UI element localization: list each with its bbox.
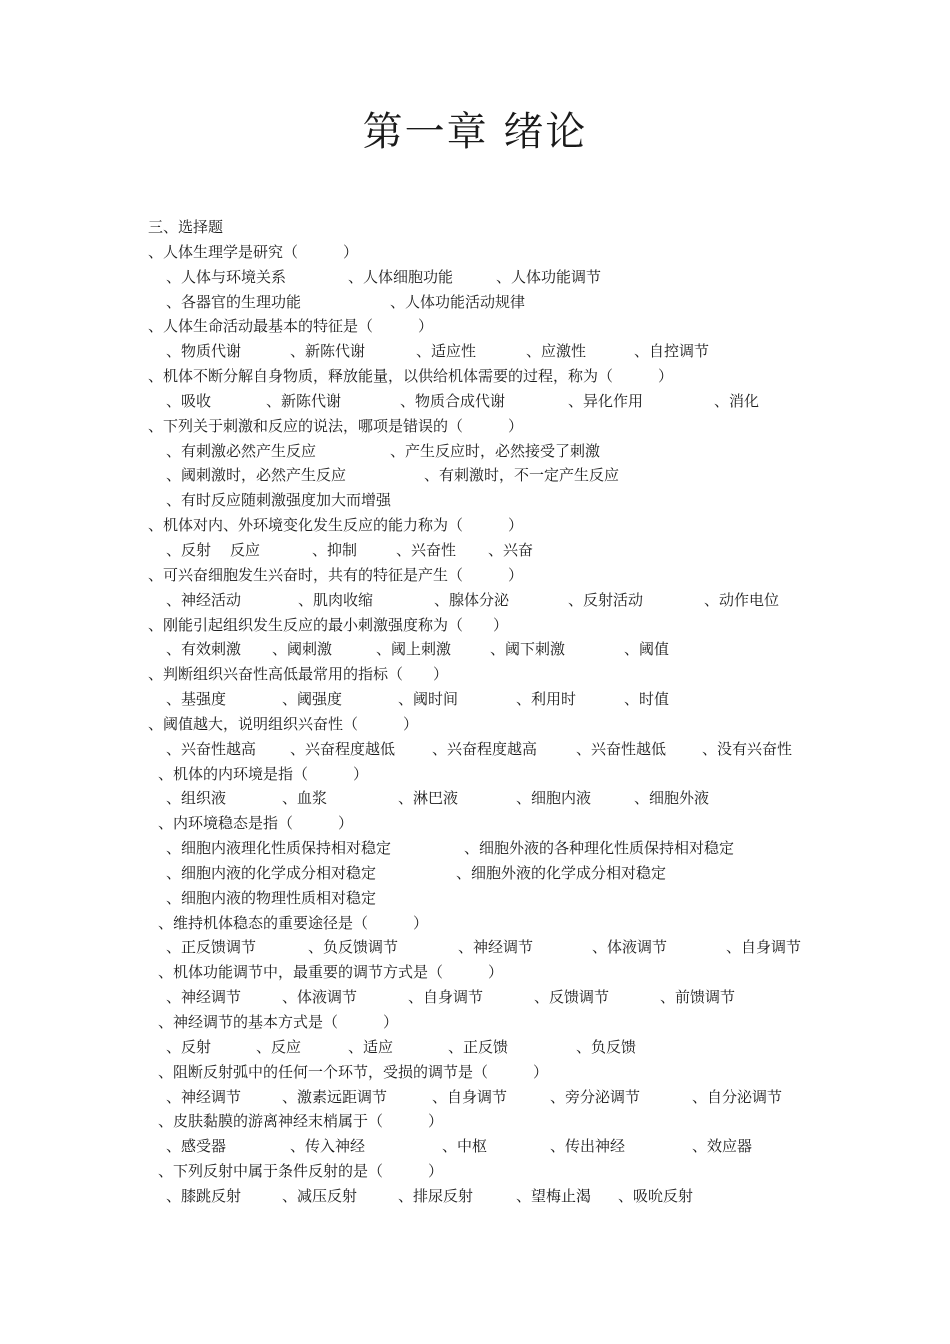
option-item: 、阈时间	[398, 690, 459, 709]
option-item: 、没有兴奋性	[702, 739, 793, 758]
question-stem: 、神经调节的基本方式是（ ）	[158, 1013, 399, 1031]
option-row	[148, 290, 838, 315]
option-row	[148, 637, 838, 662]
option-row	[148, 687, 838, 712]
option-item: 、自控调节	[634, 342, 710, 361]
option-item: 、膝跳反射	[166, 1186, 242, 1205]
option-row	[148, 439, 838, 464]
option-item: 、自分泌调节	[692, 1087, 783, 1106]
option-row	[148, 389, 838, 414]
option-item: 、神经调节	[166, 988, 242, 1007]
option-item: 、传出神经	[550, 1137, 626, 1156]
option-item: 、物质合成代谢	[400, 391, 506, 410]
option-item: 、激素远距调节	[282, 1087, 388, 1106]
option-item: 、人体与环境关系	[166, 267, 287, 286]
option-item: 、自身调节	[432, 1087, 508, 1106]
option-row	[148, 463, 838, 488]
option-item: 、利用时	[516, 690, 577, 709]
option-item: 、抑制	[312, 540, 358, 559]
option-row	[148, 488, 838, 513]
option-item: 、体液调节	[282, 988, 358, 1007]
option-item: 、反射	[166, 1037, 212, 1056]
option-item: 、淋巴液	[398, 789, 459, 808]
question-stem: 、机体功能调节中，最重要的调节方式是（ ）	[158, 963, 504, 982]
option-item: 、神经活动	[166, 590, 242, 609]
option-item: 、效应器	[692, 1137, 753, 1156]
option-item: 、适应	[348, 1037, 394, 1056]
option-item: 、神经调节	[166, 1087, 242, 1106]
option-item: 、细胞外液的化学成分相对稳定	[456, 863, 667, 882]
option-item: 、兴奋性越高	[166, 739, 257, 758]
option-item: 、阈刺激	[272, 640, 333, 659]
option-item: 、兴奋性	[396, 540, 457, 559]
option-item: 、前馈调节	[660, 988, 736, 1007]
option-item: 、新陈代谢	[290, 342, 366, 361]
option-row	[148, 737, 838, 762]
question-stem: 、阻断反射弧中的任何一个环节，受损的调节是（ ）	[158, 1062, 549, 1081]
option-item: 、有刺激必然产生反应	[166, 441, 317, 460]
option-item: 、阈值	[624, 640, 670, 659]
question-stem: 、机体对内、外环境变化发生反应的能力称为（ ）	[148, 516, 524, 535]
option-item: 、血浆	[282, 789, 328, 808]
option-item: 、新陈代谢	[266, 391, 342, 410]
option-item: 、正反馈	[448, 1037, 509, 1056]
option-item: 、肌肉收缩	[298, 590, 374, 609]
option-item: 、细胞内液的化学成分相对稳定	[166, 863, 377, 882]
option-item: 、自身调节	[726, 938, 802, 957]
option-item: 、人体功能活动规律	[390, 292, 526, 311]
option-row	[148, 935, 838, 960]
option-row	[148, 985, 838, 1010]
question-stem: 、皮肤黏膜的游离神经末梢属于（ ）	[158, 1112, 444, 1131]
option-item: 、兴奋程度越高	[432, 739, 538, 758]
option-item: 、负反馈	[576, 1037, 637, 1056]
option-item: 、细胞内液理化性质保持相对稳定	[166, 839, 392, 858]
option-item: 、阈强度	[282, 690, 343, 709]
question-stem: 、阈值越大，说明组织兴奋性（ ）	[148, 714, 419, 733]
page-title: 第一章 绪论	[362, 109, 588, 155]
option-row	[148, 861, 838, 886]
option-row	[148, 886, 838, 911]
option-row	[148, 1085, 838, 1110]
question-stem: 、内环境稳态是指（ ）	[158, 814, 354, 833]
option-item: 、应激性	[526, 342, 587, 361]
option-item: 、神经调节	[458, 938, 534, 957]
question-stem: 、人体生命活动最基本的特征是（ ）	[148, 317, 434, 336]
question-stem: 、机体不断分解自身物质，释放能量，以供给机体需要的过程，称为（ ）	[148, 367, 674, 386]
option-item: 、产生反应时，必然接受了刺激	[390, 441, 601, 460]
option-item: 、腺体分泌	[434, 590, 510, 609]
section-heading: 三、选择题	[148, 218, 224, 236]
option-row	[148, 588, 838, 613]
option-item: 、正反馈调节	[166, 938, 257, 957]
option-item: 、组织液	[166, 789, 227, 808]
option-item: 、人体细胞功能	[348, 267, 454, 286]
option-item: 、基强度	[166, 690, 227, 709]
option-item: 、排尿反射	[398, 1186, 474, 1205]
option-item: 、人体功能调节	[496, 267, 602, 286]
question-stem: 、维持机体稳态的重要途径是（ ）	[158, 913, 429, 932]
option-item: 、兴奋	[488, 540, 534, 559]
option-item: 、吸收	[166, 391, 212, 410]
question-stem: 、刚能引起组织发生反应的最小刺激强度称为（ ）	[148, 615, 509, 634]
option-item: 、吸吮反射	[618, 1186, 694, 1205]
option-item: 、细胞内液的物理性质相对稳定	[166, 888, 377, 907]
question-stem: 、下列反射中属于条件反射的是（ ）	[158, 1162, 444, 1181]
option-item: 、阈下刺激	[490, 640, 566, 659]
option-row	[148, 1035, 838, 1060]
option-item: 、有刺激时，不一定产生反应	[424, 466, 620, 485]
option-item: 、望梅止渴	[516, 1186, 592, 1205]
option-item: 、细胞内液	[516, 789, 592, 808]
option-item: 、旁分泌调节	[550, 1087, 641, 1106]
option-row	[148, 1134, 838, 1159]
question-stem: 、可兴奋细胞发生兴奋时，共有的特征是产生（ ）	[148, 565, 524, 584]
option-item: 、自身调节	[408, 988, 484, 1007]
question-list	[148, 215, 838, 1209]
option-item: 、细胞外液	[634, 789, 710, 808]
option-row	[148, 786, 838, 811]
option-item: 、异化作用	[568, 391, 644, 410]
question-stem: 、判断组织兴奋性高低最常用的指标（ ）	[148, 665, 449, 684]
option-item: 、反射活动	[568, 590, 644, 609]
option-item: 、时值	[624, 690, 670, 709]
option-item: 、减压反射	[282, 1186, 358, 1205]
option-item: 、感受器	[166, 1137, 227, 1156]
option-row	[148, 1184, 838, 1209]
option-item: 、各器官的生理功能	[166, 292, 302, 311]
question-stem: 、下列关于刺激和反应的说法，哪项是错误的（ ）	[148, 416, 524, 435]
option-item: 、反馈调节	[534, 988, 610, 1007]
option-item: 、物质代谢	[166, 342, 242, 361]
option-item: 、动作电位	[704, 590, 780, 609]
option-item: 反应	[230, 540, 261, 559]
option-item: 、适应性	[416, 342, 477, 361]
option-item: 、体液调节	[592, 938, 668, 957]
option-row	[148, 339, 838, 364]
option-row	[148, 836, 838, 861]
option-item: 、反应	[256, 1037, 302, 1056]
option-item: 、兴奋程度越低	[290, 739, 396, 758]
option-row	[148, 538, 838, 563]
option-row	[148, 265, 838, 290]
option-item: 、阈上刺激	[376, 640, 452, 659]
option-item: 、兴奋性越低	[576, 739, 667, 758]
question-stem: 、机体的内环境是指（ ）	[158, 764, 369, 783]
option-item: 、中枢	[442, 1137, 488, 1156]
option-item: 、阈刺激时，必然产生反应	[166, 466, 347, 485]
option-item: 、消化	[714, 391, 760, 410]
option-item: 、反射	[166, 540, 212, 559]
option-item: 、有效刺激	[166, 640, 242, 659]
option-item: 、细胞外液的各种理化性质保持相对稳定	[464, 839, 735, 858]
option-item: 、有时反应随刺激强度加大而增强	[166, 491, 392, 510]
option-item: 、负反馈调节	[308, 938, 399, 957]
option-item: 、传入神经	[290, 1137, 366, 1156]
question-stem: 、人体生理学是研究（ ）	[148, 242, 359, 261]
